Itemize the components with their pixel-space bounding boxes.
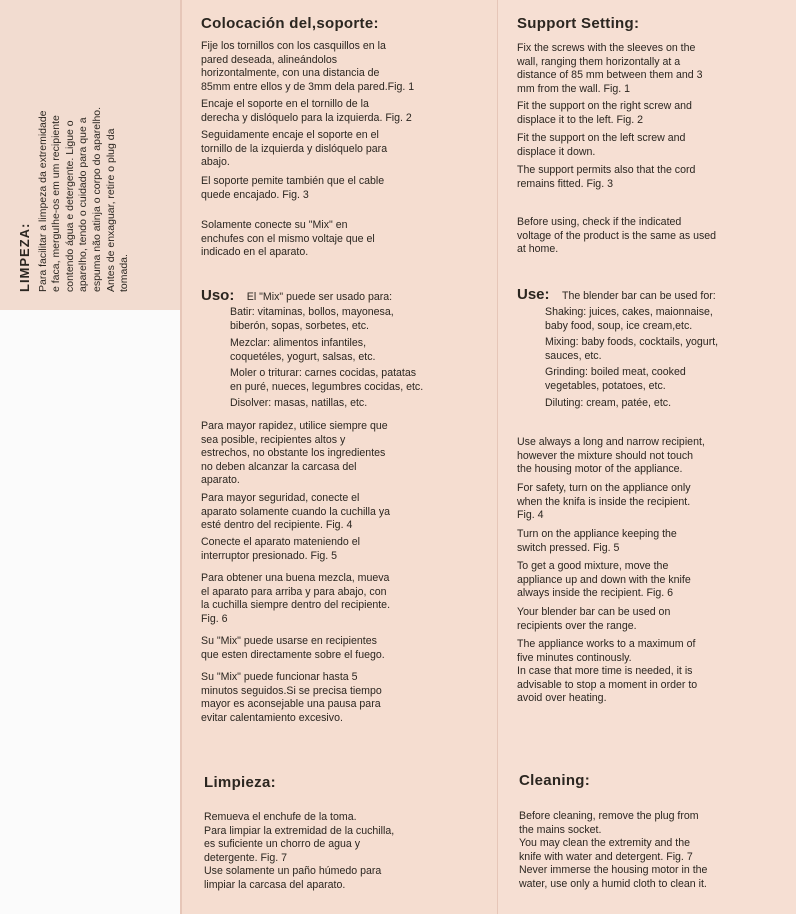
- support-title: Support Setting:: [517, 15, 640, 32]
- cleaning-title: Cleaning:: [519, 772, 591, 789]
- fold-line-left: [180, 0, 182, 914]
- support-paragraph-4: The support permits also that the cord remains fitted. Fig. 3: [517, 164, 696, 190]
- uso-intro: El "Mix" puede ser usado para:: [246, 291, 393, 303]
- soporte-paragraph-2: Encaje el soporte en el tornillo de la derecha y dislóquelo para la izquierda. Fig. 2: [201, 98, 412, 124]
- recipient-paragraph: Use always a long and narrow recipient, however the mixture should not touch the housing motor of the appliance.: [517, 436, 705, 476]
- limpeza-pt-text: Para facilitar a limpeza da extremidade e faca, merguIhe-os em um recipiente contendo água e detergente. Ligue o aparelho, tendo o cuidado para que a espuma não atinja o corpo do aparelho. Antes de enxaguar, retire o plug da tomada.: [36, 106, 131, 292]
- mixture-paragraph: To get a good mixture, move the appliance up and down with the knife always inside the recipient. Fig. 6: [517, 560, 691, 600]
- uso-title: Uso:: [201, 287, 235, 304]
- minutos-paragraph: Su "Mix" puede funcionar hasta 5 minutos seguidos.Si se precisa tiempo mayor es aconsejable una pausa para evitar calentamiento excesivo.: [201, 671, 382, 724]
- limpieza-text: Remueva el enchufe de la toma. Para limpiar la extremidad de la cuchilla, es suficiente un chorro de agua y detergente. Fig. 7 Use solamente un paño húmedo para limpiar la carcasa del aparato.: [204, 811, 395, 891]
- turn-on-paragraph: Turn on the appliance keeping the switch pressed. Fig. 5: [517, 528, 677, 554]
- spanish-panel: [180, 0, 498, 914]
- minutes-paragraph: The appliance works to a maximum of five minutes continously. In case that more time is needed, it is advisable to stop a moment in order to avoid over heating.: [517, 638, 698, 705]
- soporte-title: Colocación del,soporte:: [201, 15, 379, 32]
- fuego-paragraph: Su "Mix" puede usarse en recipientes que esten directamente sobre el fuego.: [201, 635, 385, 661]
- rapidez-paragraph: Para mayor rapidez, utilice siempre que sea posible, recipientes altos y estrechos, no obstante los ingredientes no deben alcanzar la carcasa del aparato.: [201, 420, 388, 487]
- use-item-diluting: Diluting: cream, patée, etc.: [545, 397, 672, 409]
- use-heading: [517, 286, 716, 304]
- mezcla-paragraph: Para obtener una buena mezcla, mueva el aparato para arriba y para abajo, con la cuchilla siempre dentro del recipiente. Fig. 6: [201, 572, 391, 625]
- safety-paragraph: For safety, turn on the appliance only when the knifa is inside the recipient. Fig. 4: [517, 482, 691, 522]
- voltage-note: Before using, check if the indicated voltage of the product is the same as used at home.: [517, 216, 717, 256]
- support-paragraph-1: Fix the screws with the sleeves on the wall, ranging them horizontally at a distance of 85 mm between them and 3 mm from the wall. Fig. 1: [517, 42, 703, 95]
- cleaning-text: Before cleaning, remove the plug from the mains socket. You may clean the extremity and the knife with water and detergent. Fig. 7 Never immerse the housing motor in the water, use only a humid cloth to clean it.: [519, 810, 708, 890]
- use-item-shaking: Shaking: juices, cakes, maionnaise, baby food, soup, ice cream,etc.: [545, 306, 713, 332]
- soporte-paragraph-4: El soporte pemite también que el cable quede encajado. Fig. 3: [201, 175, 385, 201]
- uso-item-batir: Batir: vitaminas, bollos, mayonesa, biberón, sopas, sorbetes, etc.: [230, 306, 394, 332]
- seguridad-paragraph: Para mayor seguridad, conecte el aparato solamente cuando la cuchilla ya esté dentro del recipiente. Fig. 4: [201, 492, 391, 532]
- left-blank-area: [0, 310, 180, 914]
- use-item-mixing: Mixing: baby foods, cocktails, yogurt, sauces, etc.: [545, 336, 719, 362]
- use-item-grinding: Grinding: boiled meat, cooked vegetables, potatoes, etc.: [545, 366, 686, 392]
- soporte-paragraph-1: Fije los tornillos con los casquillos en la pared deseada, alineándolos horizontalmente, con una distancia de 85mm entre ellos y de 3mm dela pared.Fig. 1: [201, 40, 415, 93]
- use-title: Use:: [517, 286, 550, 303]
- limpeza-pt-title: LIMPEZA:: [17, 222, 32, 292]
- english-panel: [498, 0, 796, 914]
- uso-item-disolver: Disolver: masas, natillas, etc.: [230, 397, 368, 409]
- uso-item-moler: Moler o triturar: carnes cocidas, patatas en puré, nueces, legumbres cocidas, etc.: [230, 367, 424, 393]
- mix-voltage-note: Solamente conecte su "Mix" en enchufes con el mismo voltaje que el indicado en el aparato.: [201, 219, 375, 259]
- uso-item-mezclar: Mezclar: alimentos infantiles, coquetéles, yogurt, salsas, etc.: [230, 337, 376, 363]
- support-paragraph-2: Fit the support on the right screw and displace it to the left. Fig. 2: [517, 100, 692, 126]
- limpieza-title: Limpieza:: [204, 774, 276, 791]
- support-paragraph-3: Fit the support on the left screw and displace it down.: [517, 132, 686, 158]
- range-paragraph: Your blender bar can be used on recipients over the range.: [517, 606, 671, 632]
- limpeza-rotated-block: [18, 12, 132, 292]
- soporte-paragraph-3: Seguidamente encaje el soporte en el tornillo de la izquierda y dislóquelo para abajo.: [201, 129, 388, 169]
- conecte-paragraph: Conecte el aparato mateniendo el interruptor presionado. Fig. 5: [201, 536, 361, 562]
- left-flap-panel: [0, 0, 180, 310]
- uso-heading: [201, 287, 392, 305]
- use-intro: The blender bar can be used for:: [561, 290, 716, 302]
